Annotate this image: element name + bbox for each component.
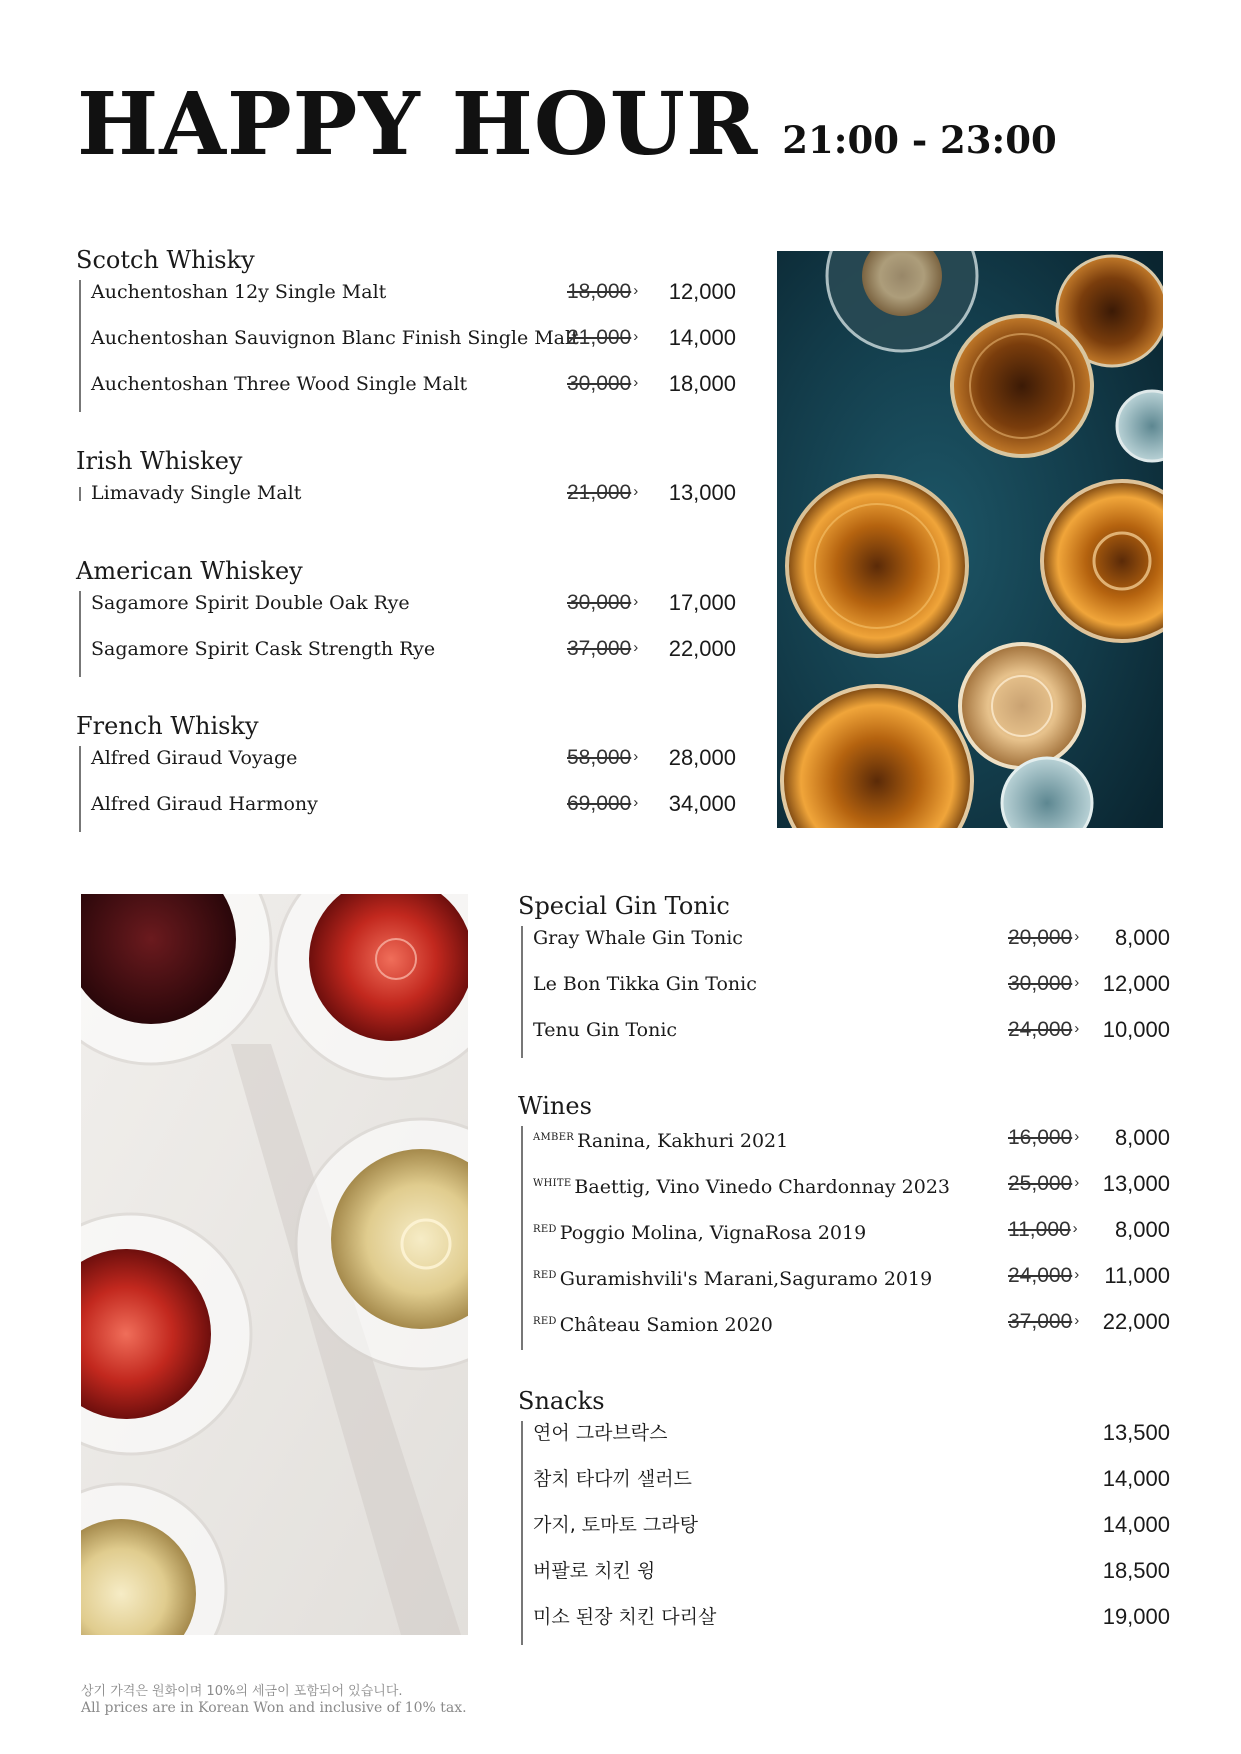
happy-hour-price: 12,000 xyxy=(668,279,736,304)
item-name: Auchentoshan Sauvignon Blanc Finish Single Malt xyxy=(91,327,579,349)
menu-item xyxy=(518,923,1170,969)
menu-item xyxy=(518,969,1170,1015)
original-price: 25,000 › xyxy=(1008,1171,1072,1197)
original-price: 18,000 › xyxy=(567,279,631,305)
happy-hour-price: 10,000 xyxy=(1102,1017,1170,1042)
happy-hour-price: 12,000 xyxy=(1102,971,1170,996)
original-price: 30,000 › xyxy=(1008,971,1072,997)
happy-hour-price: 13,000 xyxy=(668,480,736,505)
section-french-whisky xyxy=(76,711,736,835)
section-wines xyxy=(518,1091,1170,1353)
wine-name: Château Samion 2020 xyxy=(559,1314,773,1336)
price: 14,000 xyxy=(1102,1512,1170,1537)
original-price: 37,000 › xyxy=(1008,1309,1072,1335)
section-irish-whiskey xyxy=(76,446,736,524)
item-name: Tenu Gin Tonic xyxy=(533,1019,678,1041)
section-title: Wines xyxy=(518,1092,592,1120)
wine-name: Poggio Molina, VignaRosa 2019 xyxy=(559,1222,867,1244)
item-list xyxy=(76,277,736,415)
menu-item xyxy=(76,634,736,680)
original-price: 69,000 › xyxy=(567,791,631,817)
happy-hour-time: 21:00 - 23:00 xyxy=(782,118,1057,162)
item-name xyxy=(533,1217,866,1246)
happy-hour-price: 34,000 xyxy=(668,791,736,816)
page-title: HAPPY HOUR xyxy=(77,74,759,175)
happy-hour-price: 11,000 xyxy=(1104,1263,1170,1288)
item-name: 가지, 토마토 그라탕 xyxy=(533,1514,698,1536)
item-name xyxy=(533,1309,773,1338)
section-scotch-whisky xyxy=(76,245,736,415)
item-name: 미소 된장 치킨 다리살 xyxy=(533,1606,717,1628)
menu-item xyxy=(518,1602,1170,1648)
happy-hour-price: 13,000 xyxy=(1102,1171,1170,1196)
wine-glasses-photo xyxy=(81,894,468,1635)
original-price: 20,000 › xyxy=(1008,925,1072,951)
price: 18,500 xyxy=(1102,1558,1170,1583)
menu-item xyxy=(518,1556,1170,1602)
original-price: 30,000 › xyxy=(567,371,631,397)
item-name: Le Bon Tikka Gin Tonic xyxy=(533,973,757,995)
happy-hour-price: 22,000 xyxy=(668,636,736,661)
wine-type-tag: RED xyxy=(533,1270,557,1281)
section-special-gin-tonic xyxy=(518,891,1170,1061)
menu-item xyxy=(518,1261,1170,1307)
section-american-whiskey xyxy=(76,556,736,680)
item-name: 버팔로 치킨 윙 xyxy=(533,1560,656,1582)
menu-item xyxy=(76,369,736,415)
section-snacks xyxy=(518,1386,1170,1648)
section-title: French Whisky xyxy=(76,712,259,740)
price: 19,000 xyxy=(1102,1604,1170,1629)
item-list xyxy=(518,1418,1170,1648)
item-name: Alfred Giraud Harmony xyxy=(91,793,318,815)
item-name xyxy=(533,1263,932,1292)
tax-note-english: All prices are in Korean Won and inclusive of 10% tax. xyxy=(81,1700,467,1716)
item-name: Alfred Giraud Voyage xyxy=(91,747,298,769)
menu-item xyxy=(76,323,736,369)
original-price: 58,000 › xyxy=(567,745,631,771)
menu-item xyxy=(76,588,736,634)
menu-item xyxy=(518,1015,1170,1061)
item-name: 연어 그라브락스 xyxy=(533,1422,668,1444)
tax-note-korean: 상기 가격은 원화이며 10%의 세금이 포함되어 있습니다. xyxy=(81,1684,403,1699)
original-price: 24,000 › xyxy=(1008,1263,1072,1289)
wine-type-tag: WHITE xyxy=(533,1178,572,1189)
original-price: 30,000 › xyxy=(567,590,631,616)
original-price: 21,000 › xyxy=(567,480,631,506)
item-list xyxy=(518,923,1170,1061)
happy-hour-price: 8,000 xyxy=(1114,1217,1170,1242)
item-list xyxy=(76,588,736,680)
menu-item xyxy=(518,1464,1170,1510)
section-title: Snacks xyxy=(518,1387,605,1415)
section-title: American Whiskey xyxy=(76,557,303,585)
item-name: Limavady Single Malt xyxy=(91,482,302,504)
wine-type-tag: AMBER xyxy=(533,1132,575,1143)
happy-hour-price: 8,000 xyxy=(1114,1125,1170,1150)
menu-item xyxy=(76,789,736,835)
happy-hour-price: 28,000 xyxy=(668,745,736,770)
menu-item xyxy=(518,1418,1170,1464)
price: 14,000 xyxy=(1102,1466,1170,1491)
menu-item xyxy=(518,1307,1170,1353)
item-list xyxy=(76,743,736,835)
wine-name: Ranina, Kakhuri 2021 xyxy=(577,1130,789,1152)
item-list xyxy=(518,1123,1170,1353)
wine-name: Guramishvili's Marani,Saguramo 2019 xyxy=(559,1268,933,1290)
item-list xyxy=(76,478,736,524)
menu-item xyxy=(518,1215,1170,1261)
price: 13,500 xyxy=(1102,1420,1170,1445)
section-title: Irish Whiskey xyxy=(76,447,243,475)
original-price: 37,000 › xyxy=(567,636,631,662)
menu-item xyxy=(518,1510,1170,1556)
wine-name: Baettig, Vino Vinedo Chardonnay 2023 xyxy=(574,1176,951,1198)
original-price: 11,000 › xyxy=(1008,1217,1071,1243)
item-name: Auchentoshan Three Wood Single Malt xyxy=(91,373,468,395)
happy-hour-price: 14,000 xyxy=(668,325,736,350)
whisky-glasses-photo xyxy=(777,251,1163,828)
happy-hour-price: 8,000 xyxy=(1114,925,1170,950)
item-name: Gray Whale Gin Tonic xyxy=(533,927,743,949)
menu-item xyxy=(76,478,736,524)
menu-item xyxy=(518,1123,1170,1169)
whisky-glasses-image xyxy=(777,251,1163,828)
happy-hour-price: 18,000 xyxy=(668,371,736,396)
item-name: Sagamore Spirit Cask Strength Rye xyxy=(91,638,436,660)
item-name xyxy=(533,1171,950,1200)
happy-hour-price: 17,000 xyxy=(668,590,736,615)
footer-note xyxy=(81,1683,467,1717)
item-name: Auchentoshan 12y Single Malt xyxy=(91,281,387,303)
wine-type-tag: RED xyxy=(533,1224,557,1235)
original-price: 21,000 › xyxy=(567,325,631,351)
item-name: 참치 타다끼 샐러드 xyxy=(533,1468,692,1490)
wine-glasses-image xyxy=(81,894,468,1635)
happy-hour-price: 22,000 xyxy=(1102,1309,1170,1334)
menu-item xyxy=(76,277,736,323)
menu-item xyxy=(76,743,736,789)
item-name: Sagamore Spirit Double Oak Rye xyxy=(91,592,410,614)
section-title: Special Gin Tonic xyxy=(518,892,730,920)
original-price: 24,000 › xyxy=(1008,1017,1072,1043)
original-price: 16,000 › xyxy=(1008,1125,1072,1151)
wine-type-tag: RED xyxy=(533,1316,557,1327)
item-name xyxy=(533,1125,788,1154)
menu-item xyxy=(518,1169,1170,1215)
section-title: Scotch Whisky xyxy=(76,246,255,274)
header xyxy=(77,74,1057,175)
